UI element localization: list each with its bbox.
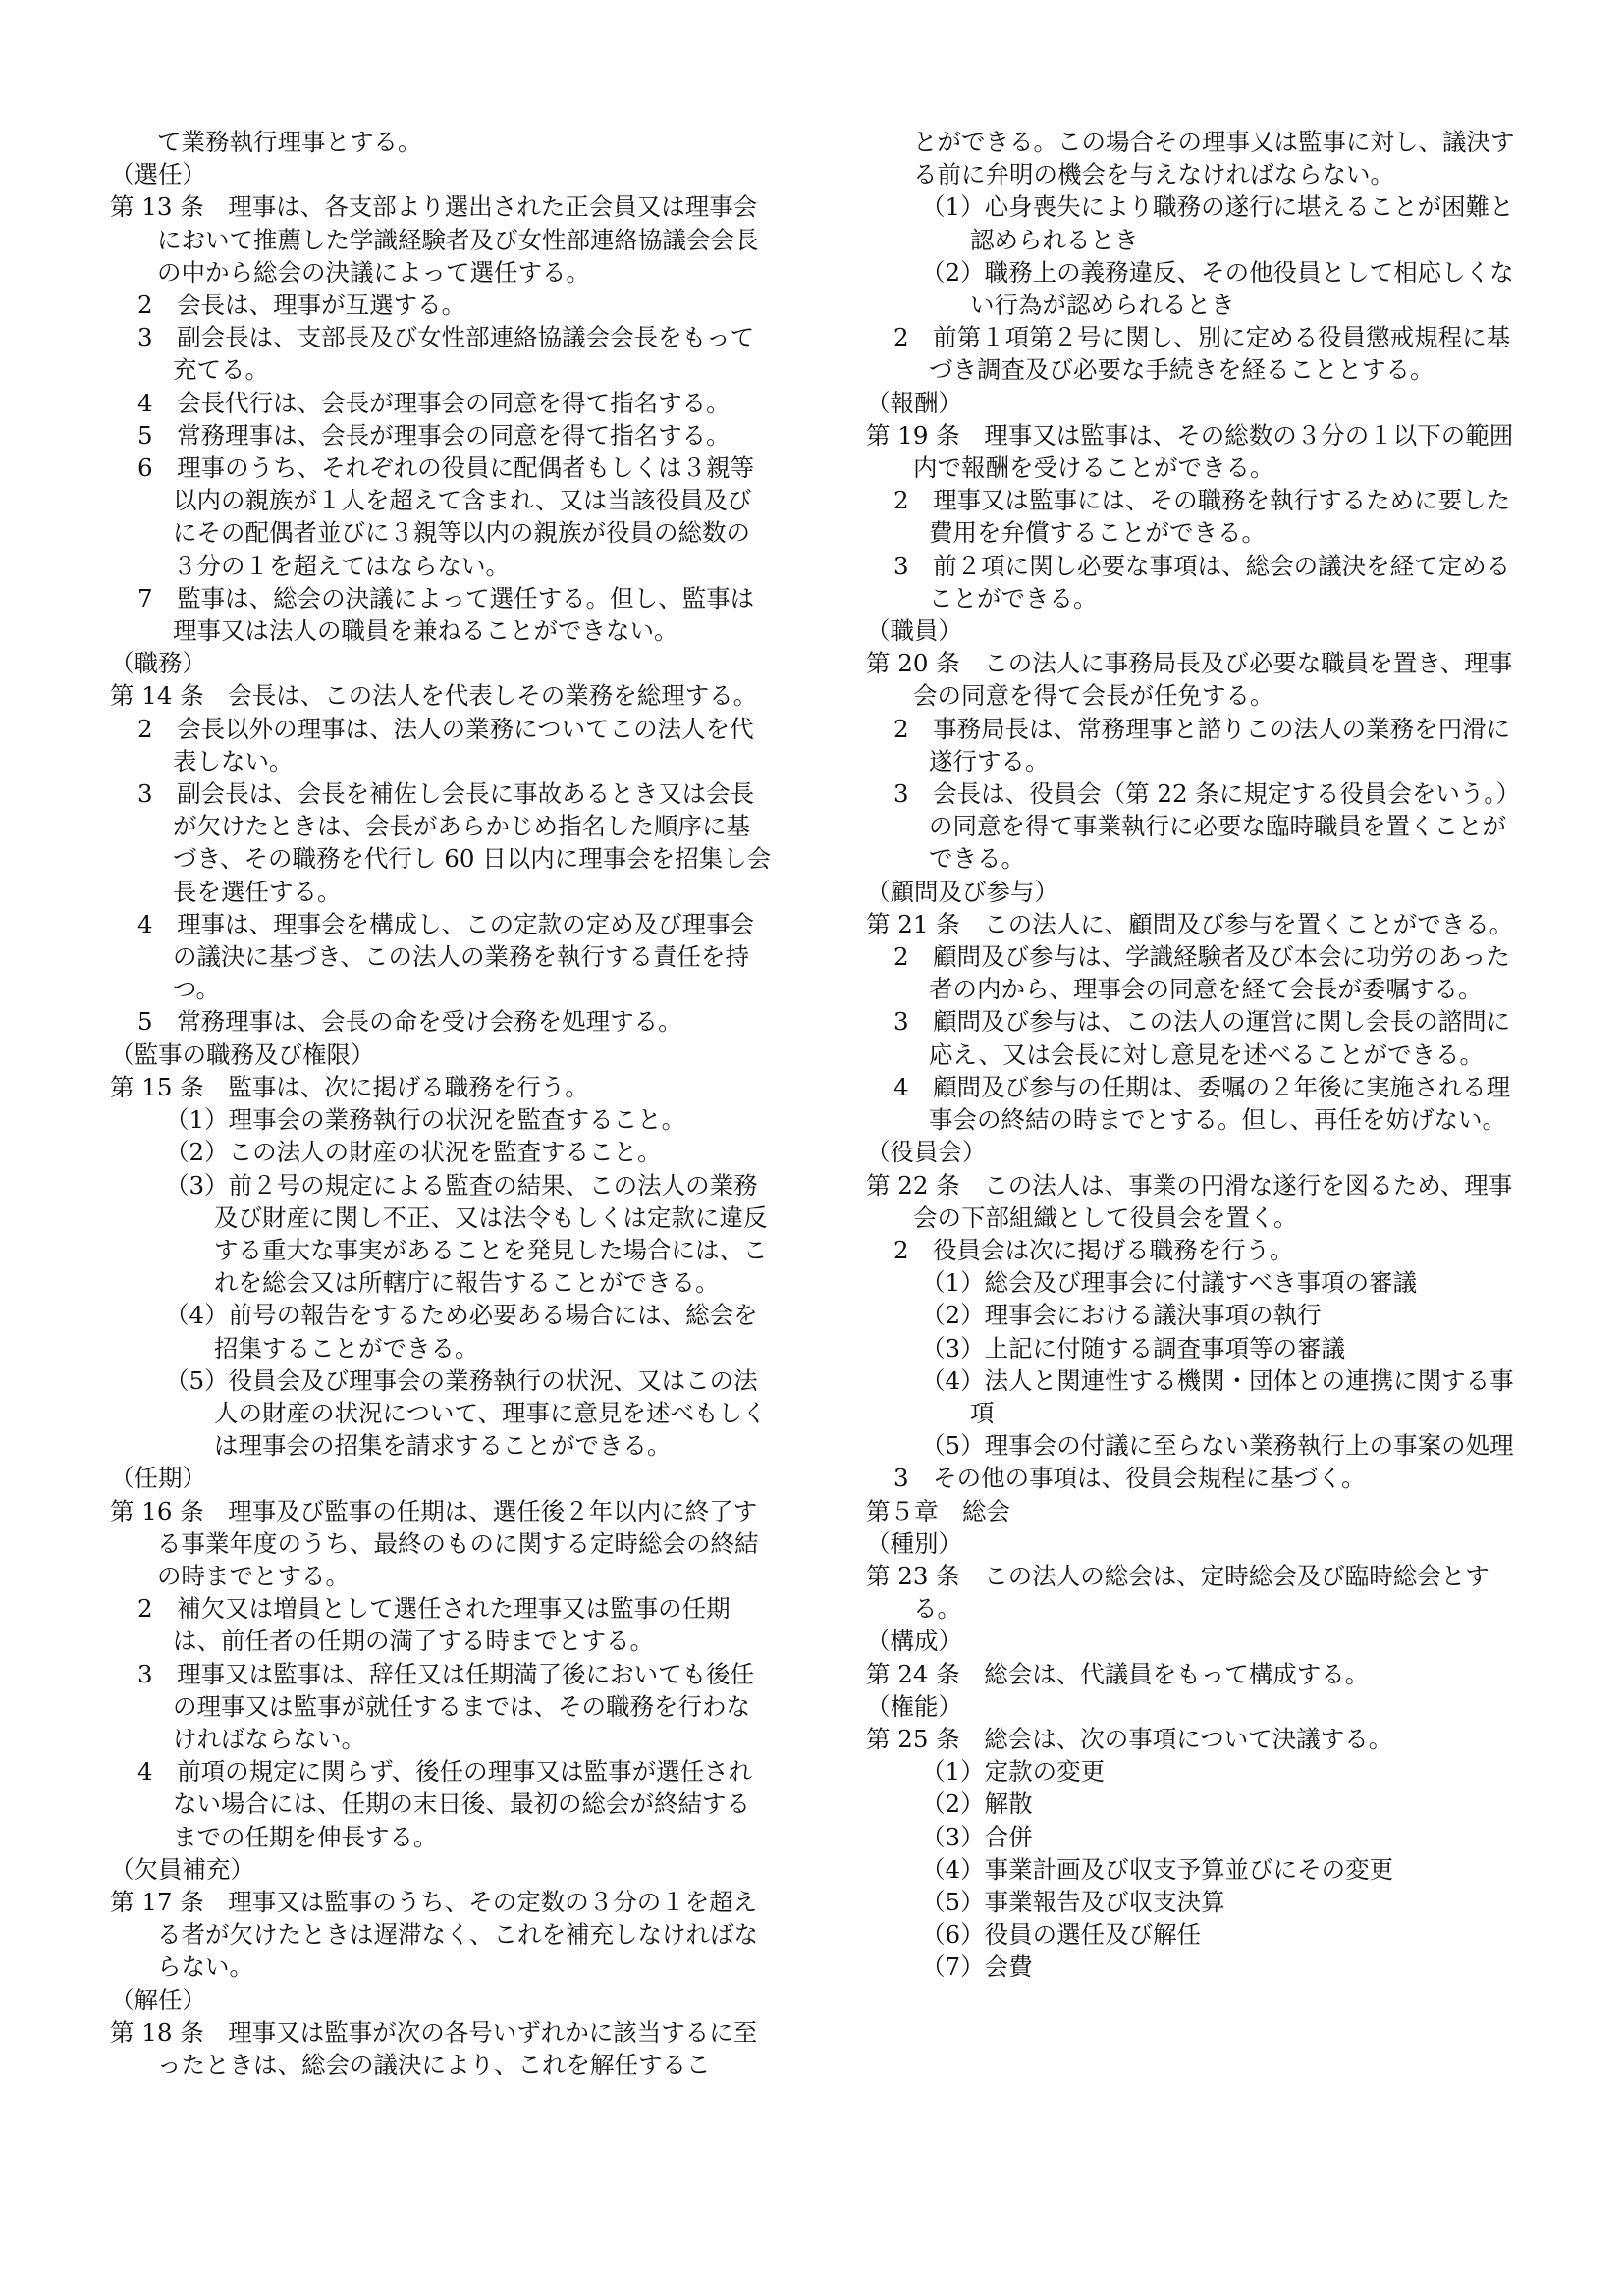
numbered-paragraph: 3 副会長は、会長を補佐し会長に事故あるとき又は会長が欠けたときは、会長があらかじめ指名した順序に基づき、その職務を代行し 60 日以内に理事会を招集し会長を選任する。	[137, 779, 772, 906]
list-item: （1）定款の変更	[921, 1757, 1106, 1787]
numbered-paragraph: 2 補欠又は増員として選任された理事又は監事の任期は、前任者の任期の満了する時までとする。	[137, 1594, 731, 1656]
article-paragraph: 第 24 条 総会は、代議員をもって構成する。	[866, 1659, 1370, 1688]
left-column	[110, 126, 774, 2081]
list-item: （3）合併	[921, 1822, 1033, 1851]
list-item: （5）事業報告及び収支決算	[921, 1887, 1225, 1916]
numbered-paragraph: 2 前第１項第２号に関し、別に定める役員懲戒規程に基づき調査及び必要な手続きを経ることとする。	[893, 323, 1511, 385]
section-heading: （任期）	[110, 1464, 206, 1493]
list-item: （3）前２号の規定による監査の結果、この法人の業務及び財産に関し不正、又は法令もしくは定款に違反する重大な事実があることを発見した場合には、これを総会又は所轄庁に報告することができる。	[165, 1170, 768, 1298]
list-item: （4）事業計画及び収支予算並びにその変更	[921, 1854, 1394, 1884]
list-item: （2）理事会における議決事項の執行	[921, 1301, 1322, 1330]
list-item: （5）役員会及び理事会の業務執行の状況、又はこの法人の財産の状況について、理事に意見を述べもしくは理事会の招集を請求することができる。	[165, 1365, 767, 1461]
section-heading: （欠員補充）	[110, 1854, 254, 1884]
article-paragraph: 第 19 条 理事又は監事は、その総数の３分の１以下の範囲内で報酬を受けることができる。	[866, 420, 1514, 483]
right-column	[866, 126, 1530, 1984]
numbered-paragraph: 3 会長は、役員会（第 22 条に規定する役員会をいう。）の同意を得て事業執行に必要な臨時職員を置くことができる。	[893, 779, 1521, 874]
article-paragraph: 第 15 条 監事は、次に掲げる職務を行う。	[110, 1072, 589, 1101]
numbered-paragraph: 7 監事は、総会の決議によって選任する。但し、監事は理事又は法人の職員を兼ねることができない。	[137, 583, 755, 646]
section-heading: （職務）	[110, 649, 206, 678]
list-item: （4）法人と関連性する機関・団体との連携に関する事項	[921, 1365, 1514, 1427]
numbered-paragraph: 2 顧問及び参与は、学識経験者及び本会に功労のあった者の内から、理事会の同意を経て会長が委嘱する。	[893, 942, 1510, 1004]
list-item: （1）理事会の業務執行の状況を監査すること。	[165, 1105, 686, 1135]
continuation-paragraph: とができる。この場合その理事又は監事に対し、議決する前に弁明の機会を与えなければならない。	[913, 128, 1515, 189]
numbered-paragraph: 5 常務理事は、会長が理事会の同意を得て指名する。	[137, 420, 731, 450]
article-paragraph: 第 22 条 この法人は、事業の円滑な遂行を図るため、理事会の下部組織として役員会を置く。	[866, 1170, 1513, 1232]
numbered-paragraph: 3 前２項に関し必要な事項は、総会の議決を経て定めることができる。	[893, 551, 1511, 613]
numbered-paragraph: 3 理事又は監事は、辞任又は任期満了後においても後任の理事又は監事が就任するまでは、その職務を行わなければならない。	[137, 1659, 755, 1753]
numbered-paragraph: 6 理事のうち、それぞれの役員に配偶者もしくは３親等以内の親族が１人を超えて含まれ、又は当該役員及びにその配偶者並びに３親等以内の親族が役員の総数の３分の１を超えてはならない。	[137, 454, 755, 580]
section-heading: （顧問及び参与）	[866, 877, 1058, 906]
list-item: （3）上記に付随する調査事項等の審議	[921, 1333, 1346, 1362]
list-item: （7）会費	[921, 1952, 1033, 1982]
section-heading: （権能）	[866, 1691, 962, 1721]
article-paragraph: 第 23 条 この法人の総会は、定時総会及び臨時総会とする。	[866, 1561, 1489, 1624]
section-heading: （種別）	[866, 1528, 962, 1558]
article-paragraph: 第 17 条 理事又は監事のうち、その定数の３分の１を超える者が欠けたときは遅滞なく、これを補充しなければならない。	[110, 1887, 759, 1982]
chapter-heading: 第５章 総会	[866, 1496, 1010, 1525]
numbered-paragraph: 2 事務局長は、常務理事と諮りこの法人の業務を円滑に遂行する。	[893, 714, 1511, 775]
numbered-paragraph: 3 その他の事項は、役員会規程に基づく。	[893, 1464, 1366, 1493]
list-item: （1）心身喪失により職務の遂行に堪えることが困難と認められるとき	[921, 192, 1514, 254]
numbered-paragraph: 3 顧問及び参与は、この法人の運営に関し会長の諮問に応え、又は会長に対し意見を述べることができる。	[893, 1007, 1511, 1069]
section-heading: （構成）	[866, 1627, 962, 1656]
numbered-paragraph: 4 顧問及び参与の任期は、委嘱の２年後に実施される理事会の終結の時までとする。但し、再任を妨げない。	[893, 1072, 1511, 1135]
section-heading: （役員会）	[866, 1138, 987, 1167]
list-item: （5）理事会の付議に至らない業務執行上の事案の処理	[921, 1431, 1514, 1461]
list-item: （2）解散	[921, 1789, 1033, 1819]
list-item: （2）この法人の財産の状況を監査すること。	[165, 1138, 662, 1167]
numbered-paragraph: 2 理事又は監事には、その職務を執行するために要した費用を弁償することができる。	[893, 486, 1511, 548]
article-paragraph: 第 16 条 理事及び監事の任期は、選任後２年以内に終了する事業年度のうち、最終のものに関する定時総会の終結の時までとする。	[110, 1496, 759, 1590]
numbered-paragraph: 4 会長代行は、会長が理事会の同意を得て指名する。	[137, 388, 731, 417]
list-item: （1）総会及び理事会に付議すべき事項の審議	[921, 1268, 1418, 1298]
numbered-paragraph: 4 前項の規定に関らず、後任の理事又は監事が選任されない場合には、任期の末日後、最初の総会が終結するまでの任期を伸長する。	[137, 1757, 753, 1851]
section-heading: （選任）	[110, 160, 206, 189]
numbered-paragraph: 5 常務理事は、会長の命を受け会務を処理する。	[137, 1007, 682, 1037]
section-heading: （報酬）	[866, 388, 962, 417]
article-paragraph: 第 20 条 この法人に事務局長及び必要な職員を置き、理事会の同意を得て会長が任免する。	[866, 649, 1513, 711]
section-heading: （職員）	[866, 616, 962, 646]
numbered-paragraph: 4 理事は、理事会を構成し、この定款の定め及び理事会の議決に基づき、この法人の業務を執行する責任を持つ。	[137, 909, 755, 1004]
numbered-paragraph: 2 役員会は次に掲げる職務を行う。	[893, 1235, 1294, 1264]
article-paragraph: 第 13 条 理事は、各支部より選出された正会員又は理事会において推薦した学識経験者及び女性部連絡協議会会長の中から総会の決議によって選任する。	[110, 192, 759, 287]
section-heading: （監事の職務及び権限）	[110, 1040, 375, 1069]
continuation-paragraph: て業務執行理事とする。	[157, 128, 422, 156]
article-paragraph: 第 21 条 この法人に、顧問及び参与を置くことができる。	[866, 909, 1514, 938]
numbered-paragraph: 2 会長は、理事が互選する。	[137, 291, 466, 320]
list-item: （6）役員の選任及び解任	[921, 1920, 1202, 1949]
numbered-paragraph: 3 副会長は、支部長及び女性部連絡協議会会長をもって充てる。	[137, 323, 755, 385]
list-item: （4）前号の報告をするため必要ある場合には、総会を招集することができる。	[165, 1301, 758, 1362]
article-paragraph: 第 18 条 理事又は監事が次の各号いずれかに該当するに至ったときは、総会の議決により、これを解任するこ	[110, 2017, 758, 2079]
numbered-paragraph: 2 会長以外の理事は、法人の業務についてこの法人を代表しない。	[137, 714, 754, 775]
article-paragraph: 第 25 条 総会は、次の事項について決議する。	[866, 1724, 1393, 1753]
article-paragraph: 第 14 条 会長は、この法人を代表しその業務を総理する。	[110, 681, 758, 711]
section-heading: （解任）	[110, 1985, 206, 2014]
list-item: （2）職務上の義務違反、その他役員として相応しくない行為が認められるとき	[921, 257, 1514, 320]
